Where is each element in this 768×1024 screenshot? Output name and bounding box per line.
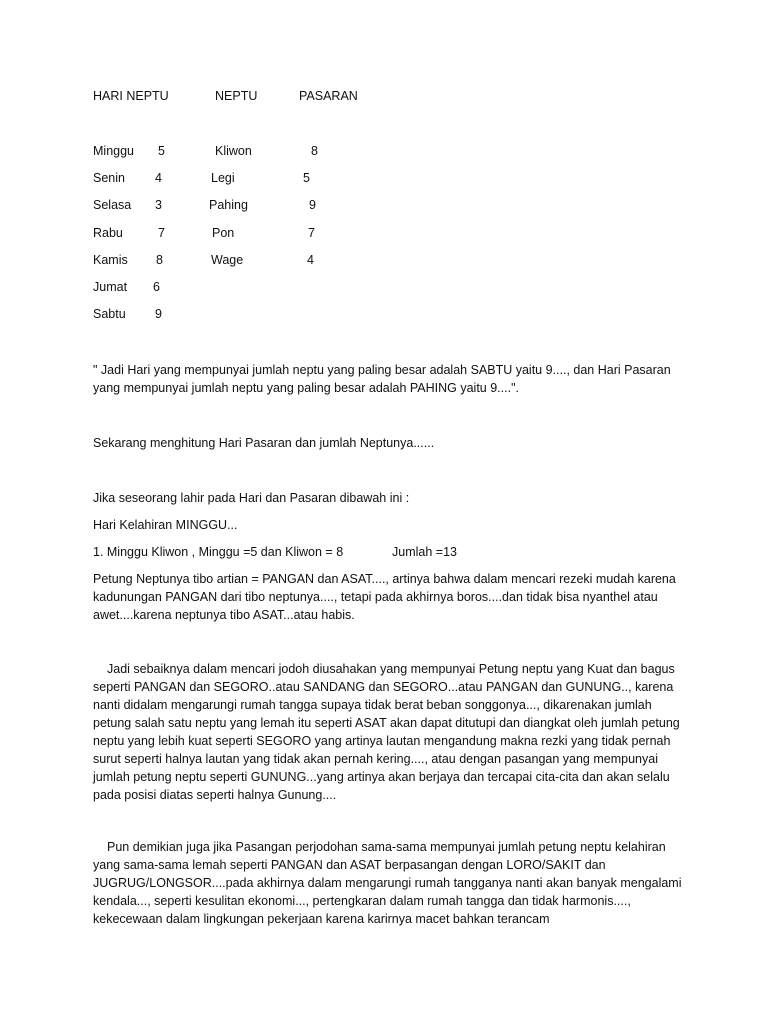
hari-value: 6 xyxy=(153,280,160,294)
pasaran-name: Kliwon xyxy=(215,144,252,158)
pasaran-name: Pon xyxy=(212,226,235,240)
example-line: 1. Minggu Kliwon , Minggu =5 dan Kliwon = 8 xyxy=(93,545,344,559)
hari-value: 7 xyxy=(158,226,165,240)
hari-value: 9 xyxy=(155,307,162,321)
pasaran-value: 4 xyxy=(307,253,314,267)
jika-line: Jika seseorang lahir pada Hari dan Pasaran dibawah ini : xyxy=(93,491,410,505)
hari-name: Selasa xyxy=(93,198,132,212)
paragraph-1 xyxy=(93,570,683,624)
header-hari-neptu: HARI NEPTU xyxy=(93,89,169,103)
pasaran-name: Wage xyxy=(211,253,244,267)
header-neptu: NEPTU xyxy=(215,89,258,103)
paragraph-text: Petung Neptunya tibo artian = PANGAN dan ASAT...., artinya bahwa dalam mencari rezeki mudah karena kadunungan PANGAN dari tibo neptunya...., tetapi pada akhirnya boros....dan tidak bisa nyanthel atau awet....karena neptunya tibo ASAT...atau habis. xyxy=(93,572,676,622)
pasaran-value: 8 xyxy=(311,144,318,158)
hari-value: 8 xyxy=(156,253,163,267)
hari-name: Kamis xyxy=(93,253,128,267)
paragraph-2 xyxy=(93,660,683,804)
header-pasaran: PASARAN xyxy=(299,89,358,103)
example-jumlah: Jumlah =13 xyxy=(392,545,457,559)
hari-value: 3 xyxy=(155,198,162,212)
hari-name: Rabu xyxy=(93,226,123,240)
paragraph-text: Pun demikian juga jika Pasangan perjodohan sama-sama mempunyai jumlah petung neptu kelahiran yang sama-sama lemah seperti PANGAN dan ASAT berpasangan dengan LORO/SAKIT dan JUGRUG/LONGSOR....pada akhirnya dalam mengarungi rumah tangganya nanti akan banyak mengalami kendala..., seperti kesulitan ekonomi..., pertengkaran dalam rumah tangga dan tidak harmonis...., kekecewaan dalam lingkungan pekerjaan karena karirnya macet bahkan terancam xyxy=(93,840,682,926)
pasaran-name: Legi xyxy=(211,171,235,185)
pasaran-value: 5 xyxy=(303,171,310,185)
hari-name: Sabtu xyxy=(93,307,126,321)
hari-name: Minggu xyxy=(93,144,134,158)
menghitung-line: Sekarang menghitung Hari Pasaran dan jumlah Neptunya...... xyxy=(93,436,435,450)
pasaran-value: 9 xyxy=(309,198,316,212)
hari-value: 4 xyxy=(155,171,162,185)
kelahiran-line: Hari Kelahiran MINGGU... xyxy=(93,518,238,532)
hari-value: 5 xyxy=(158,144,165,158)
hari-name: Jumat xyxy=(93,280,128,294)
hari-name: Senin xyxy=(93,171,125,185)
pasaran-name: Pahing xyxy=(209,198,248,212)
paragraph-3 xyxy=(93,838,683,928)
paragraph-text: Jadi sebaiknya dalam mencari jodoh diusahakan yang mempunyai Petung neptu yang Kuat dan bagus seperti PANGAN dan SEGORO..atau SANDANG dan SEGORO...atau PANGAN dan GUNUNG.., karena nanti didalam mengarungi rumah tangga supaya tidak berat beban songgonya..., dikarenakan jumlah petung salah satu neptu yang lemah itu seperti ASAT akan dapat ditutupi dan diangkat oleh jumlah petung neptu yang lebih kuat seperti SEGORO yang artinya lautan mengandung makna rezki yang tidak pernah surut seperti halnya lautan yang tidak akan pernah kering...., atau dengan pasangan yang mempunyai jumlah petung neptu seperti GUNUNG...yang artinya akan berjaya dan tercapai cita-cita dan akan selalu pada posisi diatas seperti halnya Gunung.... xyxy=(93,662,680,802)
quote-text: " Jadi Hari yang mempunyai jumlah neptu yang paling besar adalah SABTU yaitu 9...., dan Hari Pasaran yang mempunyai jumlah neptu yang paling besar adalah PAHING yaitu 9....". xyxy=(93,363,671,395)
quote-paragraph xyxy=(93,361,683,397)
pasaran-value: 7 xyxy=(308,226,315,240)
